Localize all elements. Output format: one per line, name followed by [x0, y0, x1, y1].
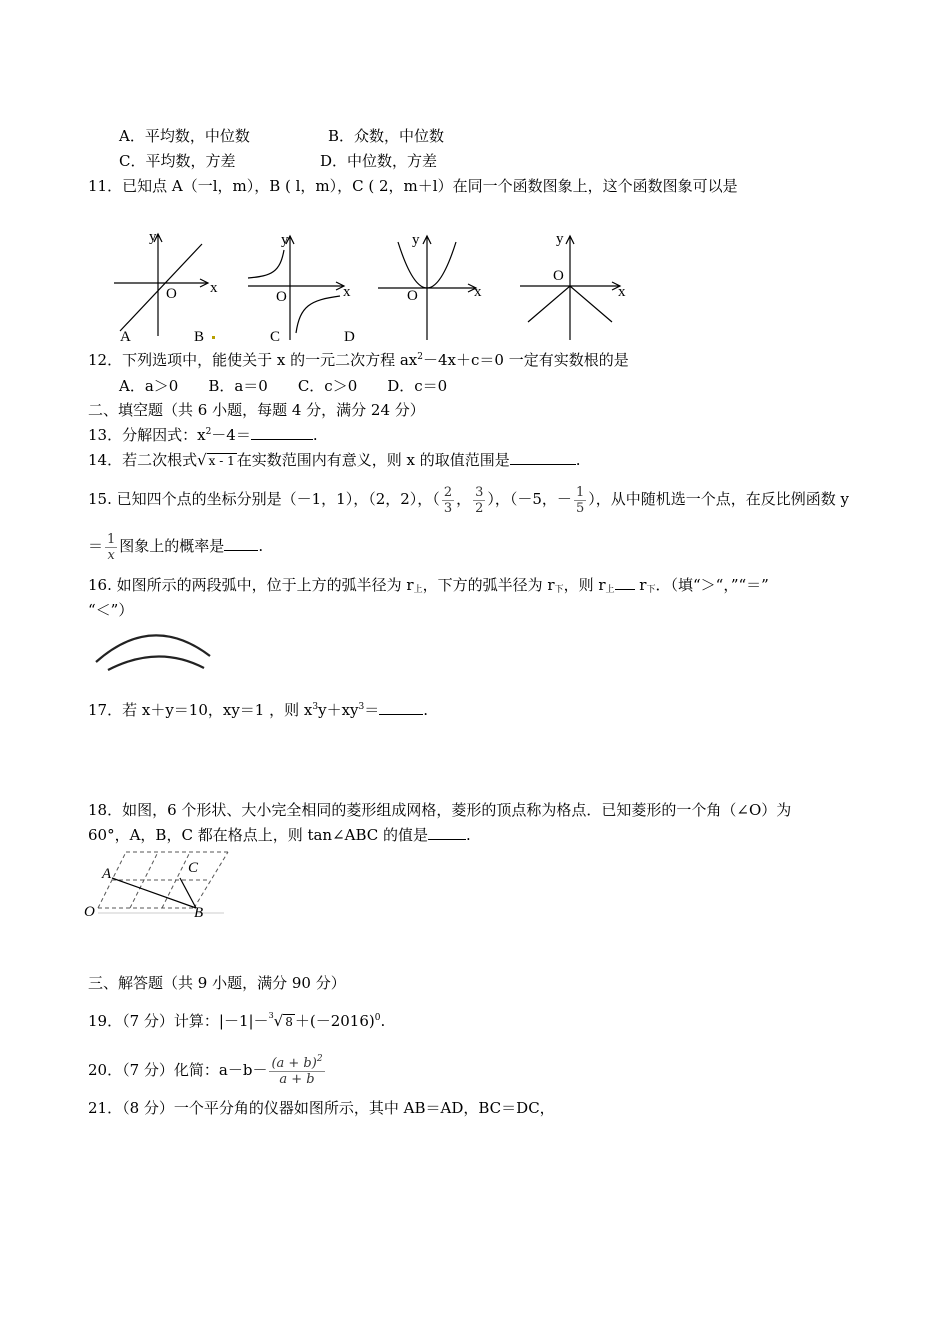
q18-line2: 60°，A，B，C 都在格点上，则 tan∠ABC 的值是 . — [88, 826, 471, 844]
q12-options: A．a＞0 B．a＝0 C．c＞0 D．c＝0 — [119, 377, 448, 395]
q10-option-a: A．平均数，中位数 — [119, 127, 250, 145]
graph-a-x-label: x — [210, 280, 218, 296]
graph-b-branch-left — [248, 250, 284, 278]
graph-a-caption: A — [120, 329, 131, 345]
graph-c-y-label: y — [412, 232, 420, 248]
q19-text: 19．（7 分）计算：|－1|－$^3$√ $8 +(-2016)^0$. — [88, 1011, 386, 1030]
fraction-1-x: $\frac{1}{x}$ — [107, 531, 116, 563]
graph-a-origin: O — [166, 286, 177, 302]
q16-line1: 16. 如图所示的两段弧中，位于上方的弧半径为 $r_上$，下方的弧半径为 $r_下$，则 $r_上$ $r_下$．（填“＞“，”“＝” — [88, 576, 769, 595]
graph-b-origin: O — [276, 289, 287, 305]
graph-d-x-label: x — [618, 284, 626, 300]
fraction-1-5: $\frac{1}{5}$ — [575, 484, 585, 516]
q11-graphs-figure — [100, 228, 660, 350]
segment-ab — [112, 878, 196, 908]
graph-b-x-label: x — [343, 284, 351, 300]
q18-line1: 18．如图，6 个形状、大小完全相同的菱形组成网格，菱形的顶点称为格点．已知菱形的一个角（∠O）为 — [88, 801, 792, 819]
section3-heading: 三、解答题（共 9 小题，满分 90 分） — [88, 974, 346, 992]
q10-option-b: B．众数，中位数 — [328, 127, 445, 145]
q15-line2: ＝ $\frac{1}{x}$ 图象上的概率是 . — [88, 531, 264, 563]
point-b-label: B — [194, 905, 204, 921]
graph-c-x-label: x — [474, 284, 482, 300]
q18-rhombus-grid-figure — [84, 846, 230, 921]
point-o-label: O — [84, 904, 95, 920]
graph-a-line — [120, 244, 202, 331]
graph-d-caption: D — [344, 329, 355, 345]
graph-b-branch-right — [296, 296, 340, 333]
q10-option-c: C．平均数，方差 — [119, 152, 236, 170]
q17-answer-blank[interactable] — [379, 700, 423, 715]
graph-c-caption: C — [270, 329, 281, 345]
point-a-label: A — [102, 866, 112, 882]
q14-text: 14．若二次根式√ x - 1 在实数范围内有意义，则 x 的取值范围是 . — [88, 451, 581, 469]
q20-text: 20．（7 分）化简：a－b－ $\frac{(a + b)^2}{a + b}$ — [88, 1053, 323, 1087]
q16-line2: “＜”） — [88, 601, 134, 619]
q14-answer-blank[interactable] — [510, 450, 576, 465]
q13-text: 13．分解因式：$x^2-4=$ . — [88, 426, 318, 444]
q11-text: 11．已知点 A（一l，m），B ( l，m），C ( 2，m＋l）在同一个函数图象上，这个函数图象可以是 — [88, 177, 738, 195]
q15-line1: 15. 已知四个点的坐标分别是（－1，1），（2，2），（ $\frac{2}{3}$ ， $\frac{3}{2}$ ），（－5，－ $\frac{1}{5}$ ），从中随机选一个点，在反比例函数 y — [88, 484, 849, 516]
upper-arc — [96, 635, 210, 662]
lower-arc — [108, 656, 204, 670]
q13-answer-blank[interactable] — [251, 425, 313, 440]
q18-answer-blank[interactable] — [428, 825, 466, 840]
q10-option-d: D．中位数，方差 — [320, 152, 438, 170]
fraction-q20: $\frac{(a + b)^2}{a + b}$ — [271, 1053, 323, 1087]
graph-b-y-label: y — [281, 232, 289, 248]
section2-heading: 二、填空题（共 6 小题，每题 4 分，满分 24 分） — [88, 401, 425, 419]
q12-text: 12．下列选项中，能使关于 x 的一元二次方程 $ax^2-4x+c=0$ 一定有实数根的是 — [88, 351, 629, 369]
graph-d-y-label: y — [556, 231, 564, 247]
graph-d-origin: O — [553, 268, 564, 284]
point-c-label: C — [188, 860, 199, 876]
q15-answer-blank[interactable] — [224, 536, 258, 551]
graph-b-caption: B — [194, 329, 205, 345]
q16-arcs-figure — [92, 624, 216, 670]
fraction-2-3: $\frac{2}{3}$ — [443, 484, 453, 516]
q16-answer-blank[interactable] — [615, 575, 635, 590]
graph-c-origin: O — [407, 288, 418, 304]
fraction-3-2: $\frac{3}{2}$ — [475, 484, 484, 516]
q21-text: 21．（8 分）一个平分角的仪器如图所示，其中 AB＝AD，BC＝DC， — [88, 1099, 555, 1117]
q17-text: 17．若 x＋y＝10，xy＝1 ，则 $x^3y+xy^3=$ . — [88, 701, 429, 719]
graph-a-y-label: y — [149, 229, 157, 245]
